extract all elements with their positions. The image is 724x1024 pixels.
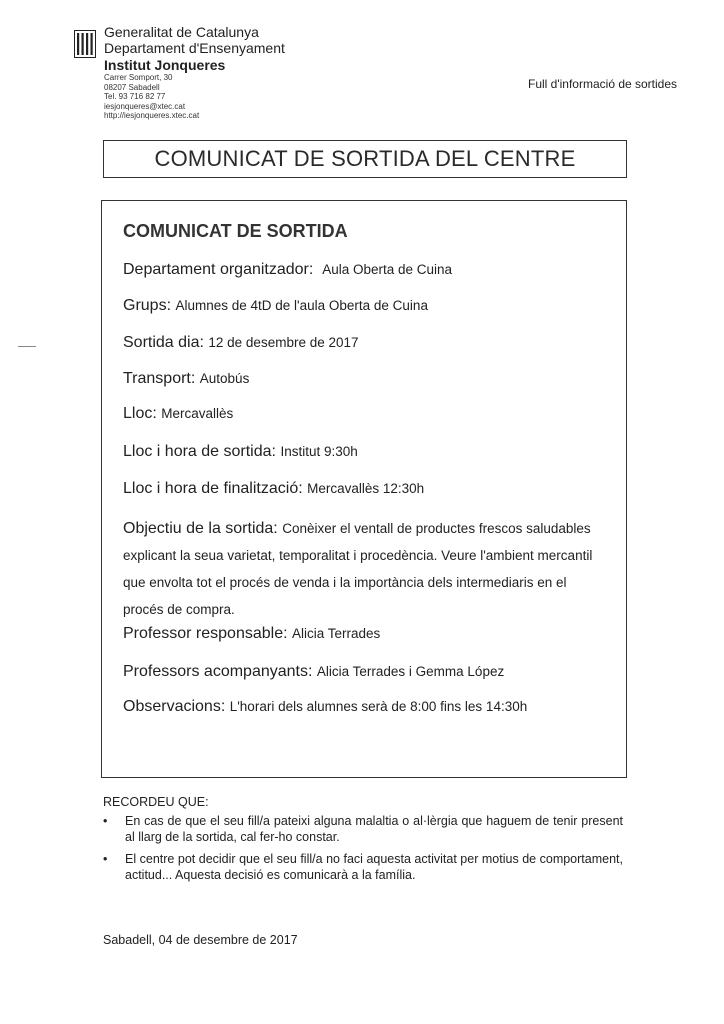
document-type: Full d'informació de sortides xyxy=(528,77,678,91)
field-value: Autobús xyxy=(199,371,250,386)
organization-block xyxy=(104,24,285,121)
generalitat-logo xyxy=(74,30,96,58)
form-box xyxy=(101,200,627,778)
letterhead xyxy=(74,24,678,134)
field-value: Alicia Terrades i Gemma López xyxy=(316,664,505,679)
field-value: Alumnes de 4tD de l'aula Oberta de Cuina xyxy=(175,298,428,313)
field-value: Institut 9:30h xyxy=(280,444,358,459)
field-objective xyxy=(123,515,593,623)
page-title: COMUNICAT DE SORTIDA DEL CENTRE xyxy=(154,146,576,171)
field-label: Departament organitzador: xyxy=(123,261,314,278)
notes-heading: RECORDEU QUE: xyxy=(103,795,209,809)
field-value: Alicia Terrades xyxy=(291,626,381,641)
field-label: Professors acompanyants: xyxy=(123,663,313,680)
field-label: Grups: xyxy=(123,297,172,314)
field-place xyxy=(123,405,233,423)
signature-date: Sabadell, 04 de desembre de 2017 xyxy=(103,933,298,947)
field-value: 12 de desembre de 2017 xyxy=(208,335,359,350)
field-date xyxy=(123,334,359,352)
field-responsible xyxy=(123,625,380,643)
field-label: Lloc i hora de sortida: xyxy=(123,443,276,460)
field-label: Professor responsable: xyxy=(123,625,288,642)
field-label: Transport: xyxy=(123,370,196,387)
department-name: Departament d'Ensenyament xyxy=(104,40,285,56)
field-end xyxy=(123,480,424,498)
field-label: Observacions: xyxy=(123,698,226,715)
note-text: El centre pot decidir que el seu fill/a no faci aquesta activitat per motius de comportament, actitud... Aquesta decisió es comunicarà a la família. xyxy=(125,852,623,882)
form-heading: COMUNICAT DE SORTIDA xyxy=(123,221,348,241)
field-companions xyxy=(123,663,504,681)
field-value: Conèixer el ventall de productes frescos saludables explicant la seua varietat, temporalitat i procedència. Veure l'ambient mercantil que envolta tot el procés de venda i la importància dels intermediaris en el procés de compra. xyxy=(123,521,593,617)
field-transport xyxy=(123,370,249,388)
field-value: L'horari dels alumnes serà de 8:00 fins les 14:30h xyxy=(229,699,528,714)
address-city: 08207 Sabadell xyxy=(104,82,160,92)
note-text: En cas de que el seu fill/a pateixi alguna malaltia o al·lèrgia que haguem de tenir present al llarg de la sortida, cal fer-ho constar. xyxy=(125,814,623,844)
address-phone: Tel. 93 716 82 77 xyxy=(104,92,166,101)
field-value: Mercavallès 12:30h xyxy=(307,481,425,496)
note-item xyxy=(103,813,623,845)
field-label: Lloc: xyxy=(123,405,157,422)
address-website: http://iesjonqueres.xtec.cat xyxy=(104,111,200,120)
address-street: Carrer Somport, 30 xyxy=(104,73,173,82)
margin-mark xyxy=(18,346,36,347)
field-label: Sortida dia: xyxy=(123,334,204,351)
note-item xyxy=(103,851,623,883)
school-name: Institut Jonqueres xyxy=(104,57,226,73)
field-departure xyxy=(123,443,358,461)
field-label: Lloc i hora de finalització: xyxy=(123,480,303,497)
title-box xyxy=(103,140,627,178)
bullet-icon: • xyxy=(103,814,108,828)
field-value: Mercavallès xyxy=(161,406,234,421)
field-groups xyxy=(123,297,428,315)
field-value: Aula Oberta de Cuina xyxy=(322,262,453,277)
org-name: Generalitat de Catalunya xyxy=(104,24,259,40)
address-email: iesjonqueres@xtec.cat xyxy=(104,101,186,111)
field-label: Objectiu de la sortida: xyxy=(123,520,278,537)
field-department xyxy=(123,261,452,279)
bullet-icon: • xyxy=(103,852,108,866)
field-observations xyxy=(123,698,527,716)
